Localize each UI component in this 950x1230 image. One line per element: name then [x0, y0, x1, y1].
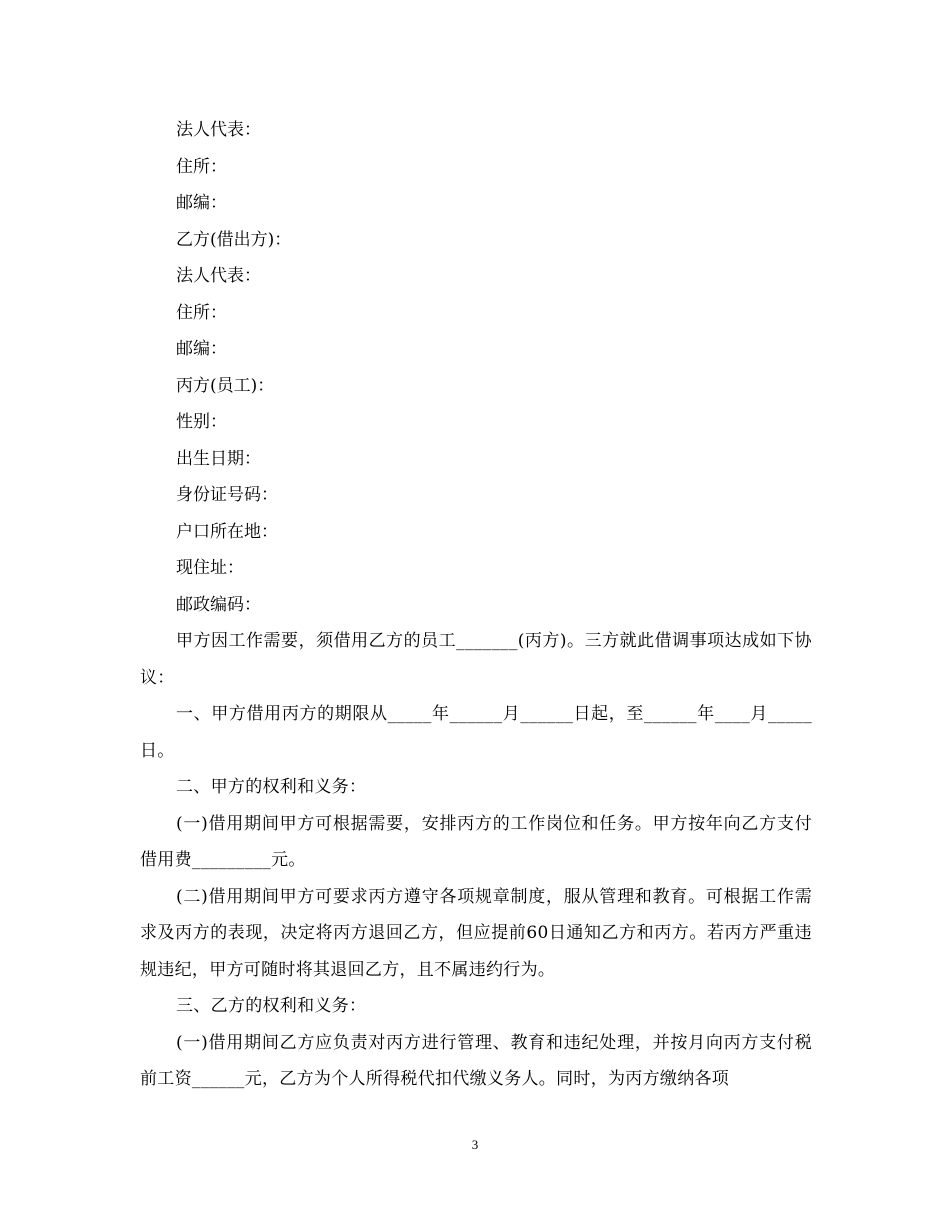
paragraph-party-b-1: (一)借用期间乙方应负责对丙方进行管理、教育和违纪处理，并按月向丙方支付税前工资______元，乙方为个人所得税代扣代缴义务人。同时，为丙方缴纳各项 — [140, 1032, 812, 1089]
field-birth-date: 出生日期： — [176, 448, 261, 469]
field-address-a: 住所： — [176, 156, 227, 177]
field-household-registration: 户口所在地： — [176, 521, 278, 542]
field-postal-code: 邮政编码： — [176, 594, 261, 615]
field-legal-rep-b: 法人代表： — [176, 266, 261, 286]
section-heading-party-a: 二、甲方的权利和义务： — [176, 777, 367, 797]
field-current-address: 现住址： — [176, 558, 244, 578]
field-party-c: 丙方(员工)： — [176, 375, 275, 396]
page-number: 3 — [471, 1137, 479, 1152]
section-heading-party-b: 三、乙方的权利和义务： — [176, 996, 367, 1016]
field-id-number: 身份证号码： — [176, 485, 278, 505]
field-gender: 性别： — [176, 412, 227, 432]
paragraph-intro: 甲方因工作需要，须借用乙方的员工_______(丙方)。三方就此借调事项达成如下协议： — [140, 631, 812, 688]
paragraph-party-a-2: (二)借用期间甲方可要求丙方遵守各项规章制度，服从管理和教育。可根据工作需求及丙方的表现，决定将丙方退回乙方，但应提前60日通知乙方和丙方。若丙方严重违规违纪，甲方可随时将其退回乙方，且不属违约行为。 — [140, 886, 812, 980]
document-body — [140, 112, 812, 1098]
field-party-b: 乙方(借出方)： — [176, 229, 292, 250]
field-address-b: 住所： — [176, 302, 227, 323]
field-postcode-a: 邮编： — [176, 193, 227, 213]
field-postcode-b: 邮编： — [176, 339, 227, 359]
paragraph-party-a-1: (一)借用期间甲方可根据需要，安排丙方的工作岗位和任务。甲方按年向乙方支付借用费_________元。 — [140, 813, 812, 870]
field-legal-rep-a: 法人代表： — [176, 120, 261, 140]
paragraph-term: 一、甲方借用丙方的期限从_____年______月______日起，至______年____月_____日。 — [140, 704, 812, 761]
